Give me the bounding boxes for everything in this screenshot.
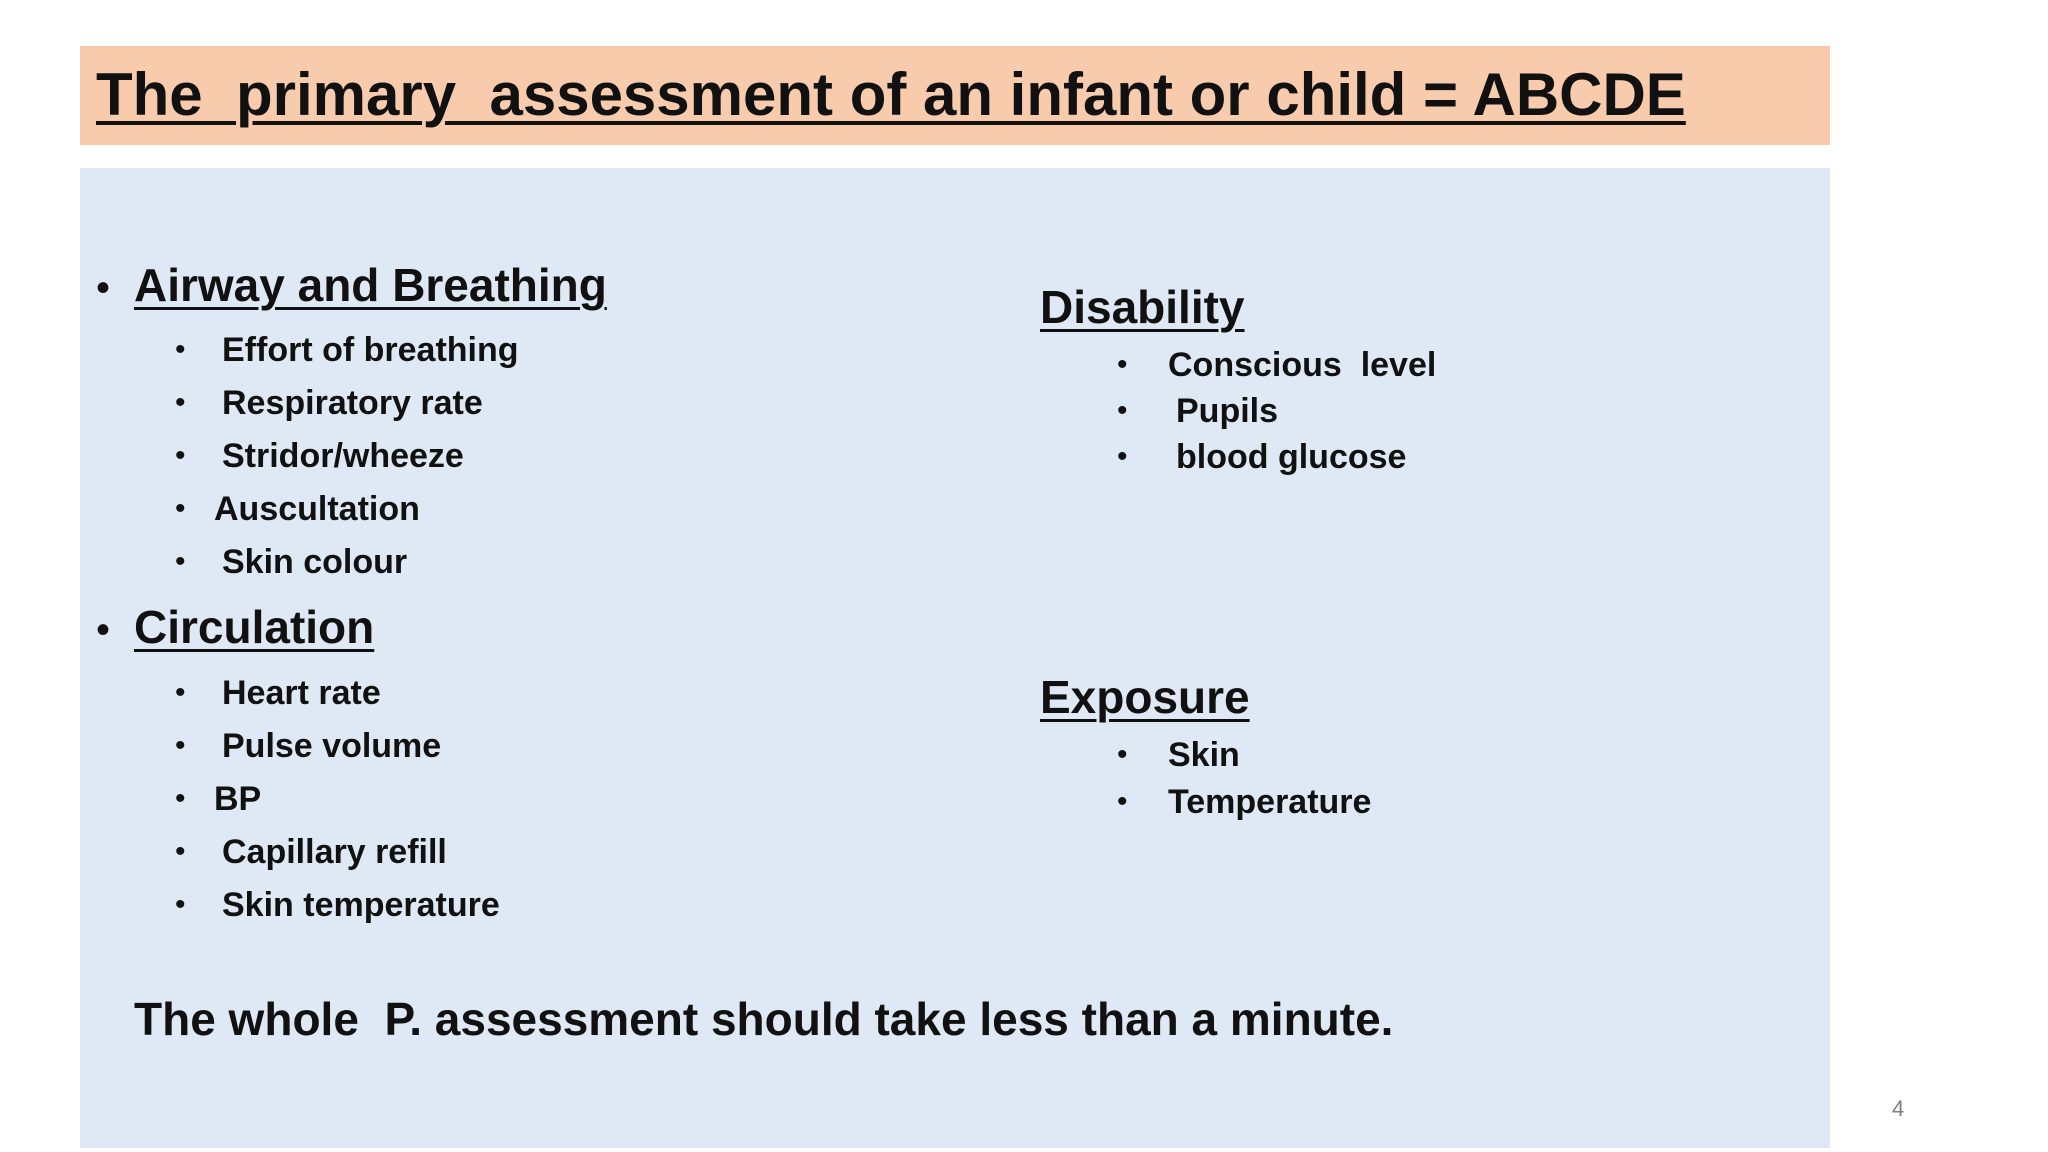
list-item: • Skin temperature (175, 886, 500, 924)
list-item: • Stridor/wheeze (175, 437, 464, 475)
slide-title: The primary assessment of an infant or child = ABCDE (96, 61, 1686, 128)
list-item: • Auscultation (175, 490, 420, 528)
list-item: • Effort of breathing (175, 331, 519, 369)
heading-airway-breathing: Airway and Breathing (134, 259, 607, 311)
bullet-circulation: • (96, 608, 111, 652)
list-item: • Temperature (1117, 783, 1372, 821)
bullet-airway: • (96, 266, 111, 310)
list-item: • BP (175, 780, 262, 818)
heading-exposure: Exposure (1040, 671, 1250, 723)
list-item: • Heart rate (175, 674, 381, 712)
heading-circulation: Circulation (134, 601, 375, 653)
list-item: • Skin colour (175, 543, 408, 581)
list-item: • Respiratory rate (175, 384, 483, 422)
list-item: • Skin (1117, 736, 1240, 774)
summary-statement: The whole P. assessment should take less than a minute. (134, 993, 1394, 1045)
list-item: • Pupils (1117, 392, 1279, 430)
list-item: • blood glucose (1117, 438, 1407, 476)
page-number: 4 (1892, 1096, 1905, 1121)
list-item: • Pulse volume (175, 727, 442, 765)
title-bar (80, 46, 1830, 145)
heading-disability: Disability (1040, 281, 1245, 333)
list-item: • Conscious level (1117, 346, 1437, 384)
list-item: • Capillary refill (175, 833, 447, 871)
